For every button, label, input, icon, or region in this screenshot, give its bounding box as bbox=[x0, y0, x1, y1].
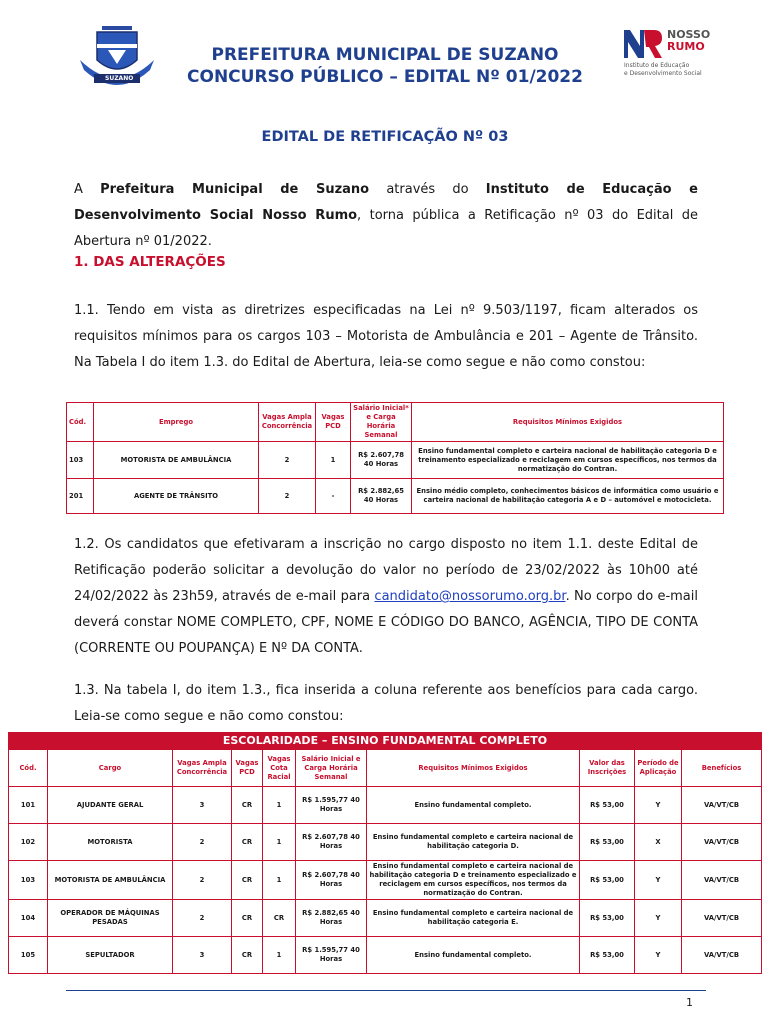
email-link[interactable]: candidato@nossorumo.org.br bbox=[374, 589, 566, 604]
table2-cell: 104 bbox=[9, 900, 48, 937]
table-row bbox=[67, 442, 724, 479]
table2-cell: VA/VT/CB bbox=[682, 937, 762, 974]
table2-caption: ESCOLARIDADE – ENSINO FUNDAMENTAL COMPLETO bbox=[8, 732, 762, 749]
table2-cell: Ensino fundamental completo. bbox=[367, 787, 580, 824]
table2-cell: 2 bbox=[173, 824, 232, 861]
table1-cell: Ensino médio completo, conhecimentos básicos de informática como usuário e carteira nacional de habilitação categoria A e D – automóvel e motocicleta. bbox=[412, 479, 724, 514]
table2-cell: Y bbox=[635, 937, 682, 974]
table2-cell: X bbox=[635, 824, 682, 861]
table2-cell: MOTORISTA bbox=[48, 824, 173, 861]
intro-bold-prefeitura: Prefeitura Municipal de Suzano bbox=[100, 182, 370, 197]
table-row bbox=[67, 479, 724, 514]
intro-paragraph bbox=[74, 177, 698, 255]
table1-cell: 2 bbox=[259, 442, 316, 479]
table2-header-valor: Valor das Inscrições bbox=[580, 750, 635, 787]
table1-cell: R$ 2.882,65 40 Horas bbox=[351, 479, 412, 514]
table2-header-vagas-pcd: Vagas PCD bbox=[232, 750, 263, 787]
table1-cell: Ensino fundamental completo e carteira nacional de habilitação categoria D e treinamento especializado e reciclagem em cursos específicos, nos termos da normatização do Contran. bbox=[412, 442, 724, 479]
table2-cell: 102 bbox=[9, 824, 48, 861]
table2-cell: 1 bbox=[263, 937, 296, 974]
table1-cell: 2 bbox=[259, 479, 316, 514]
table1-cell: AGENTE DE TRÂNSITO bbox=[94, 479, 259, 514]
table2-cell: Ensino fundamental completo e carteira nacional de habilitação categoria E. bbox=[367, 900, 580, 937]
table2-header-requisitos: Requisitos Mínimos Exigidos bbox=[367, 750, 580, 787]
nosso-rumo-logo bbox=[622, 26, 722, 80]
logo-sub-1: Instituto de Educação bbox=[624, 62, 690, 69]
item-1-2-text-b: . No corpo do e-mail deverá constar NOME COMPLETO, CPF, NOME E CÓDIGO DO BANCO, AGÊNCIA, TIPO DE CONTA (CORRENTE OU POUPANÇA) E Nº DA CONTA. bbox=[74, 589, 698, 656]
table2-cell: R$ 1.595,77 40 Horas bbox=[296, 937, 367, 974]
table2-cell: Ensino fundamental completo e carteira nacional de habilitação categoria D e treinamento especializado e reciclagem em cursos específicos, nos termos da normatização do Contran. bbox=[367, 861, 580, 900]
table2-header-vagas-ampla: Vagas Ampla Concorrência bbox=[173, 750, 232, 787]
table-row bbox=[9, 824, 762, 861]
table2-cell: OPERADOR DE MÁQUINAS PESADAS bbox=[48, 900, 173, 937]
document-title: EDITAL DE RETIFICAÇÃO Nº 03 bbox=[261, 129, 509, 145]
table2-cell: R$ 53,00 bbox=[580, 937, 635, 974]
table2-cell: 101 bbox=[9, 787, 48, 824]
table1-cell: 103 bbox=[67, 442, 94, 479]
table2-cell: VA/VT/CB bbox=[682, 787, 762, 824]
table2-cell: R$ 1.595,77 40 Horas bbox=[296, 787, 367, 824]
logo-brand-bottom: RUMO bbox=[667, 40, 705, 53]
item-1-2-text-a: 1.2. Os candidatos que efetivaram a inscrição no cargo disposto no item 1.1. deste Edital de Retificação poderão solicitar a devolução do valor no período de 23/02/2022 às 10h00 até 24/02/2022 às 23h59, através de e-mail para bbox=[74, 537, 698, 604]
table2-cell: VA/VT/CB bbox=[682, 861, 762, 900]
table2-cell: Y bbox=[635, 861, 682, 900]
table2-cell: MOTORISTA DE AMBULÂNCIA bbox=[48, 861, 173, 900]
table2-cell: Y bbox=[635, 900, 682, 937]
table1-header-requisitos: Requisitos Mínimos Exigidos bbox=[412, 403, 724, 442]
table2-cell: 2 bbox=[173, 861, 232, 900]
table2-cell: R$ 53,00 bbox=[580, 824, 635, 861]
table2-header-periodo: Período de Aplicação bbox=[635, 750, 682, 787]
table1-cell: MOTORISTA DE AMBULÂNCIA bbox=[94, 442, 259, 479]
header-line-1: PREFEITURA MUNICIPAL DE SUZANO bbox=[211, 45, 559, 65]
table2-header-beneficios: Benefícios bbox=[682, 750, 762, 787]
table2-cell: 1 bbox=[263, 787, 296, 824]
table2-cell: R$ 2.882,65 40 Horas bbox=[296, 900, 367, 937]
table1-header-salario: Salário Inicial* e Carga Horária Semanal bbox=[351, 403, 412, 442]
table2-cell: Y bbox=[635, 787, 682, 824]
header-line-2: CONCURSO PÚBLICO – EDITAL Nº 01/2022 bbox=[187, 67, 583, 87]
table2-header-cargo: Cargo bbox=[48, 750, 173, 787]
section-1-heading: 1. DAS ALTERAÇÕES bbox=[74, 254, 226, 270]
table1-cell: 201 bbox=[67, 479, 94, 514]
table2-cell: 3 bbox=[173, 937, 232, 974]
table-row bbox=[9, 900, 762, 937]
item-1-3: 1.3. Na tabela I, do item 1.3., fica inserida a coluna referente aos benefícios para cada cargo. Leia-se como segue e não como constou: bbox=[74, 683, 698, 724]
crest-label: SUZANO bbox=[105, 75, 134, 82]
table2-cell: R$ 2.607,78 40 Horas bbox=[296, 861, 367, 900]
table2-cell: SEPULTADOR bbox=[48, 937, 173, 974]
table1-cell: R$ 2.607,78 40 Horas bbox=[351, 442, 412, 479]
table-row bbox=[9, 787, 762, 824]
table2-cell: R$ 2.607,78 40 Horas bbox=[296, 824, 367, 861]
retification-table-1 bbox=[66, 402, 724, 514]
table2-cell: 1 bbox=[263, 824, 296, 861]
page-number: 1 bbox=[686, 996, 693, 1009]
footer-divider bbox=[66, 990, 706, 991]
table2-cell: 2 bbox=[173, 900, 232, 937]
table2-cell: CR bbox=[232, 937, 263, 974]
table2-header-cod: Cód. bbox=[9, 750, 48, 787]
table-row bbox=[9, 937, 762, 974]
table2-cell: CR bbox=[232, 824, 263, 861]
table2-header-cota-racial: Vagas Cota Racial bbox=[263, 750, 296, 787]
benefits-table-wrapper bbox=[8, 732, 762, 974]
table2-header-salario: Salário Inicial e Carga Horária Semanal bbox=[296, 750, 367, 787]
benefits-table bbox=[8, 749, 762, 974]
intro-bold-instituto: Instituto de Educação e Desenvolvimento Social Nosso Rumo bbox=[74, 182, 698, 223]
logo-brand-top: NOSSO bbox=[667, 28, 711, 41]
intro-text-2: através do bbox=[369, 182, 486, 197]
table2-cell: VA/VT/CB bbox=[682, 900, 762, 937]
intro-text-1: A bbox=[74, 182, 101, 197]
logo-sub-2: e Desenvolvimento Social bbox=[624, 70, 702, 77]
table1-header-vagas-ampla: Vagas Ampla Concorrência bbox=[259, 403, 316, 442]
table2-cell: R$ 53,00 bbox=[580, 900, 635, 937]
table1-header-row bbox=[67, 403, 724, 442]
table2-cell: CR bbox=[232, 900, 263, 937]
item-1-1: 1.1. Tendo em vista as diretrizes especificadas na Lei nº 9.503/1197, ficam alterados os requisitos mínimos para os cargos 103 – Motorista de Ambulância e 201 – Agente de Trânsito. Na Tabela I do item 1.3. do Edital de Abertura, leia-se como segue e não como constou: bbox=[74, 303, 698, 370]
table2-cell: R$ 53,00 bbox=[580, 787, 635, 824]
table2-cell: Ensino fundamental completo e carteira nacional de habilitação categoria D. bbox=[367, 824, 580, 861]
table1-cell: - bbox=[316, 479, 351, 514]
table2-cell: Ensino fundamental completo. bbox=[367, 937, 580, 974]
table-row bbox=[9, 861, 762, 900]
table2-cell: CR bbox=[232, 787, 263, 824]
municipal-crest bbox=[72, 20, 162, 90]
table1-cell: 1 bbox=[316, 442, 351, 479]
intro-text-3: , torna pública a Retificação nº 03 do Edital de Abertura nº 01/2022. bbox=[74, 208, 698, 249]
table2-header-row bbox=[9, 750, 762, 787]
item-1-2 bbox=[74, 532, 698, 662]
table1-header-cod: Cód. bbox=[67, 403, 94, 442]
nr-monogram-icon bbox=[622, 26, 662, 60]
table2-cell: 1 bbox=[263, 861, 296, 900]
table2-cell: CR bbox=[263, 900, 296, 937]
table2-cell: AJUDANTE GERAL bbox=[48, 787, 173, 824]
table2-cell: VA/VT/CB bbox=[682, 824, 762, 861]
table1-header-vagas-pcd: Vagas PCD bbox=[316, 403, 351, 442]
table2-cell: 3 bbox=[173, 787, 232, 824]
table1-header-emprego: Emprego bbox=[94, 403, 259, 442]
table2-cell: CR bbox=[232, 861, 263, 900]
table2-cell: 103 bbox=[9, 861, 48, 900]
table2-cell: R$ 53,00 bbox=[580, 861, 635, 900]
table2-cell: 105 bbox=[9, 937, 48, 974]
